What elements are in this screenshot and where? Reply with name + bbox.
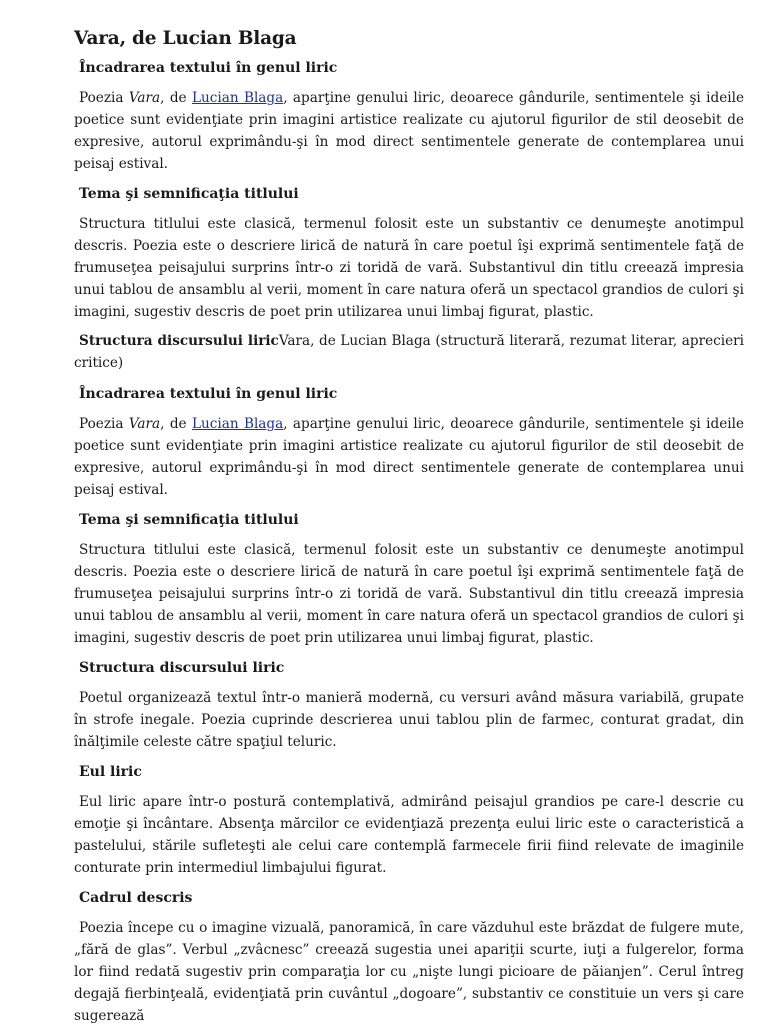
section-heading-structure: Structura discursului liric bbox=[79, 660, 285, 676]
lucian-blaga-link[interactable]: Lucian Blaga bbox=[191, 90, 284, 106]
paragraph-genre: Poezia Vara, de Lucian Blaga, aparţine genului liric, deoarece gândurile, sentimentele şi ideile poetice sunt evidenţiate prin imagini artistice realizate cu ajutorul figurilor de stil deosebit de expresive, autorul exprimându-şi în mod direct sentimentele generate de contemplarea unui peisaj estival. bbox=[74, 90, 744, 172]
lucian-blaga-link[interactable]: Lucian Blaga bbox=[191, 416, 284, 432]
paragraph-setting: Poezia începe cu o imagine vizuală, panoramică, în care văzduhul este brăzdat de fulgere mute, „fără de glas”. Verbul „zvâcnesc” creează sugestia unei apariţii scurte, iuţi a fulgerelor, forma lor fiind redată sugestiv prin comparaţia lor cu „nişte lungi picioare de păianjen”. Cerul întreg degajă fierbinţeală, evidenţiată prin cuvântul „dogoare”, substantiv ce constituie un vers şi care sugerează bbox=[74, 920, 744, 1024]
section-heading-lyric-self: Eul liric bbox=[79, 764, 142, 780]
document-title: Vara, de Lucian Blaga bbox=[74, 28, 297, 49]
paragraph-theme: Structura titlului este clasică, termenul folosit este un substantiv ce denumeşte anotimpul descris. Poezia este o descriere lirică de natură în care poetul îşi exprimă sentimentele faţă de frumuseţea peisajului surprins într-o zi toridă de vară. Substantivul din titlu creează impresia unui tablou de ansamblu al verii, moment în care natura oferă un spectacol grandios de culori şi imagini, sugestiv descris de poet prin utilizarea unui limbaj figurat, plastic. bbox=[74, 216, 744, 320]
section-heading-theme: Tema şi semnificaţia titlului bbox=[79, 186, 299, 202]
section-heading-theme-repeat: Tema şi semnificaţia titlului bbox=[79, 512, 299, 528]
paragraph-structure-intro: Structura discursului liricVara, de Lucian Blaga (structură literară, rezumat literar, aprecieri critice) bbox=[74, 333, 744, 371]
section-heading-genre-repeat: Încadrarea textului în genul liric bbox=[79, 386, 338, 402]
section-heading-genre: Încadrarea textului în genul liric bbox=[79, 60, 338, 76]
paragraph-theme-repeat: Structura titlului este clasică, termenul folosit este un substantiv ce denumeşte anotimpul descris. Poezia este o descriere lirică de natură în care poetul îşi exprimă sentimentele faţă de frumuseţea peisajului surprins într-o zi toridă de vară. Substantivul din titlu creează impresia unui tablou de ansamblu al verii, moment în care natura oferă un spectacol grandios de culori şi imagini, sugestiv descris de poet prin utilizarea unui limbaj figurat, plastic. bbox=[74, 542, 744, 646]
paragraph-lyric-self: Eul liric apare într-o postură contemplativă, admirând peisajul grandios pe care-l descrie cu emoţie şi încântare. Absenţa mărcilor ce evidenţiază prezenţa eului liric este o caracteristică a pastelului, stările sufleteşti ale celui care contemplă farmecele firii fiind relevate de imaginile conturate prin intermediul limbajului figurat. bbox=[74, 794, 744, 876]
structure-label: Structura discursului liric bbox=[79, 333, 279, 349]
section-heading-setting: Cadrul descris bbox=[79, 890, 193, 906]
paragraph-genre-repeat: Poezia Vara, de Lucian Blaga, aparţine genului liric, deoarece gândurile, sentimentele şi ideile poetice sunt evidenţiate prin imagini artistice realizate cu ajutorul figurilor de stil deosebit de expresive, autorul exprimându-şi în mod direct sentimentele generate de contemplarea unui peisaj estival. bbox=[74, 416, 744, 498]
paragraph-structure: Poetul organizează textul într-o manieră modernă, cu versuri având măsura variabilă, grupate în strofe inegale. Poezia cuprinde descrierea unui tablou plin de farmec, conturat gradat, din înălţimile celeste către spaţiul teluric. bbox=[74, 690, 744, 750]
